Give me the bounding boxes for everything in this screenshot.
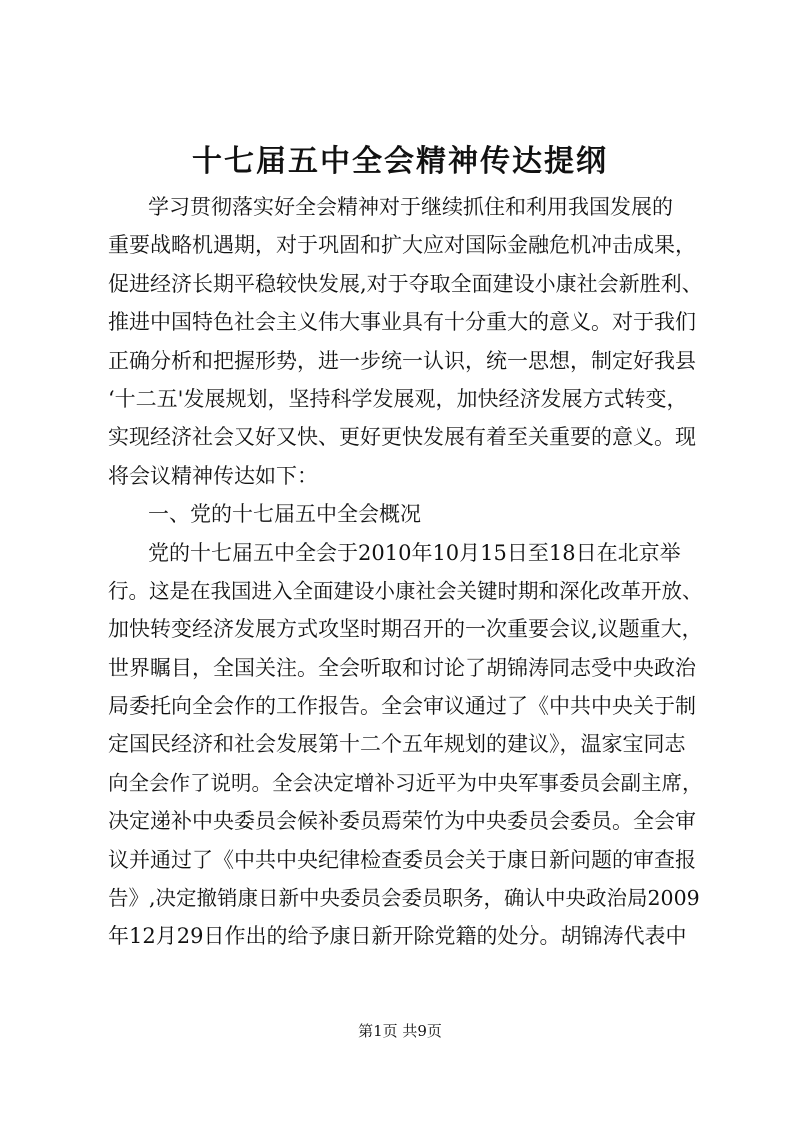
page-footer: 第1页 共9页 [358,1022,442,1040]
paragraph-line: 正确分析和把握形势，进一步统一认识，统一思想，制定好我县 [108,348,696,373]
paragraph-line: 党的十七届五中全会于2010年10月15日至18日在北京举 [148,540,681,565]
paragraph-line: 行。这是在我国进入全面建设小康社会关键时期和深化改革开放、 [108,578,703,603]
paragraph-line: 决定递补中央委员会候补委员焉荣竹为中央委员会委员。全会审 [108,809,696,834]
paragraph-line: 加快转变经济发展方式攻坚时期召开的一次重要会议,议题重大， [108,617,703,642]
paragraph-line: 局委托向全会作的工作报告。全会审议通过了《中共中央关于制 [108,694,696,719]
paragraph-line: 学习贯彻落实好全会精神对于继续抓住和利用我国发展的 [148,195,673,219]
section-heading: 一、党的十七届五中全会概况 [148,502,421,527]
paragraph-line: 告》,决定撤销康日新中央委员会委员职务，确认中央政治局2009 [108,886,700,911]
paragraph-line: 年12月29日作出的给予康日新开除党籍的处分。胡锦涛代表中 [108,924,687,949]
paragraph-line: 议并通过了《中共中央纪律检查委员会关于康日新问题的审查报 [108,847,696,872]
paragraph-line: 将会议精神传达如下： [108,463,318,488]
paragraph-line: 定国民经济和社会发展第十二个五年规划的建议》，温家宝同志 [108,732,686,757]
paragraph-line: ‘十二五'发展规划，坚持科学发展观，加快经济发展方式转变， [108,386,688,411]
paragraph-line: 重要战略机遇期，对于巩固和扩大应对国际金融危机冲击成果， [108,233,696,258]
paragraph-line: 向全会作了说明。全会决定增补习近平为中央军事委员会副主席， [108,770,703,795]
document-body [108,188,708,956]
document-title: 十七届五中全会精神传达提纲 [192,144,608,179]
paragraph-line: 实现经济社会又好又快、更好更快发展有着至关重要的意义。现 [108,425,696,450]
paragraph-line: 促进经济长期平稳较快发展,对于夺取全面建设小康社会新胜利、 [108,271,703,296]
paragraph-line: 推进中国特色社会主义伟大事业具有十分重大的意义。对于我们 [108,310,696,335]
paragraph-line: 世界瞩目，全国关注。全会听取和讨论了胡锦涛同志受中央政治 [108,655,696,680]
